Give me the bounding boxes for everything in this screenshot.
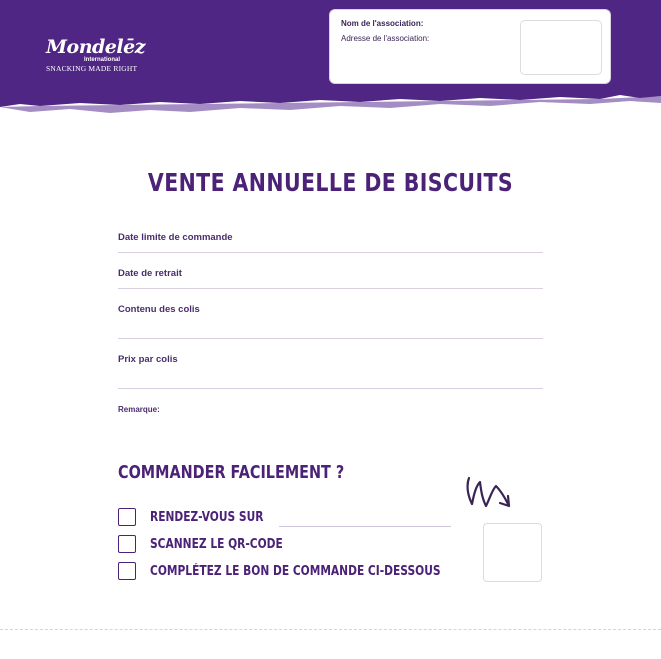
association-logo-placeholder	[520, 20, 602, 75]
cut-line	[0, 629, 661, 630]
checkbox-order-form[interactable]	[118, 562, 136, 580]
website-url-line	[279, 526, 451, 527]
association-card	[330, 10, 610, 83]
field-remark-label: Remarque:	[118, 405, 160, 414]
field-pickup-date-label: Date de retrait	[118, 268, 182, 279]
qr-code-placeholder	[483, 523, 542, 582]
option-order-form-label: COMPLÉTEZ LE BON DE COMMANDE CI-DESSOUS	[150, 564, 441, 579]
logo-brand: Mondelēz	[46, 36, 145, 58]
page-title: VENTE ANNUELLE DE BISCUITS	[147, 168, 514, 197]
checkbox-visit-website[interactable]	[118, 508, 136, 526]
logo-tagline: SNACKING MADE RIGHT	[46, 64, 138, 73]
option-scan-qr-label: SCANNEZ LE QR-CODE	[150, 537, 283, 552]
squiggle-arrow-icon	[462, 472, 516, 516]
option-visit-website-label: RENDEZ-VOUS SUR	[150, 510, 264, 525]
field-package-price-line	[118, 388, 543, 389]
association-address-label: Adresse de l'association:	[341, 34, 430, 43]
field-package-contents-line	[118, 338, 543, 339]
mondelez-logo	[46, 38, 145, 73]
order-section-title: COMMANDER FACILEMENT ?	[118, 462, 345, 483]
checkbox-scan-qr[interactable]	[118, 535, 136, 553]
field-order-deadline-label: Date limite de commande	[118, 232, 233, 243]
association-name-label: Nom de l'association:	[341, 19, 424, 28]
logo-sub: International	[84, 57, 121, 63]
field-order-deadline-line	[118, 252, 543, 253]
field-package-contents-label: Contenu des colis	[118, 304, 200, 315]
field-package-price-label: Prix par colis	[118, 354, 178, 365]
field-pickup-date-line	[118, 288, 543, 289]
